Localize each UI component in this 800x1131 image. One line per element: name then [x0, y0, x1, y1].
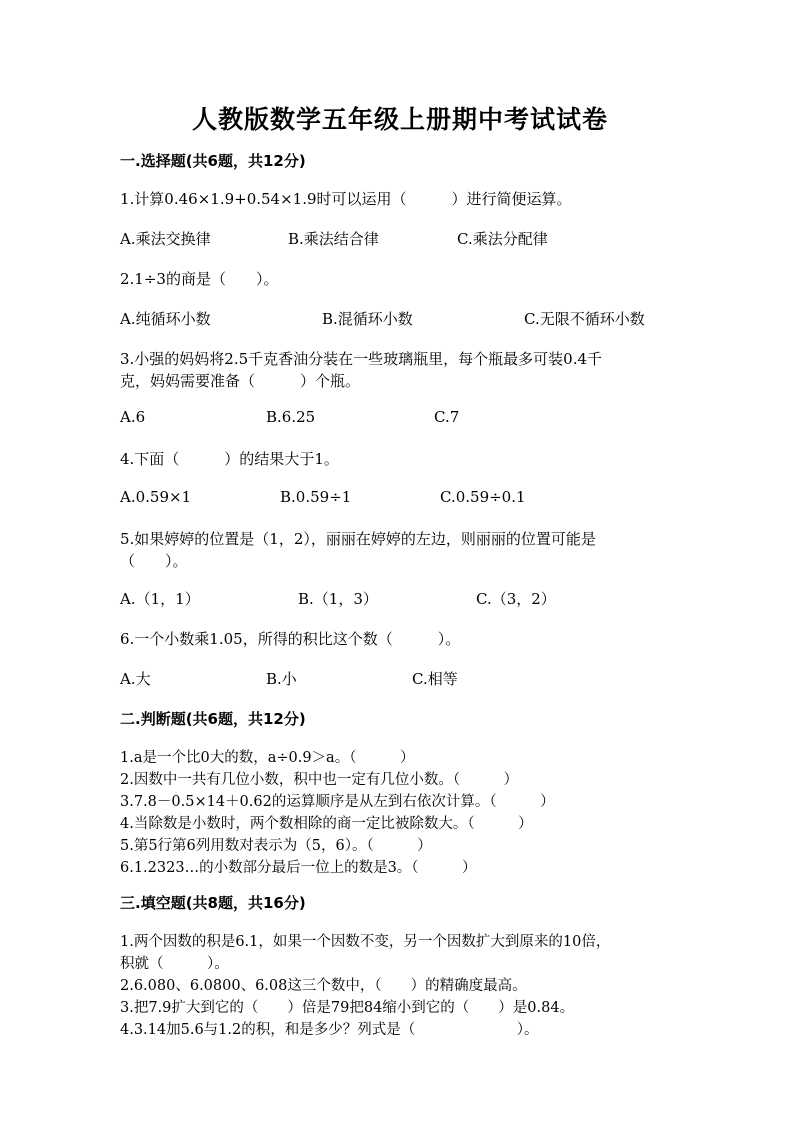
fill-item: 1.两个因数的积是6.1，如果一个因数不变，另一个因数扩大到原来的10倍，: [120, 934, 611, 950]
judgment-item: 4.当除数是小数时，两个数相除的商一定比被除数大。（ ）: [120, 816, 533, 832]
option-b: B.混循环小数: [322, 310, 413, 328]
option-b: B.（1，3）: [298, 590, 378, 608]
option-row: [120, 588, 720, 610]
option-c: C.0.59÷0.1: [440, 488, 526, 506]
option-a: A.大: [120, 670, 151, 688]
question-text: 2.1÷3的商是（ ）。: [120, 270, 279, 288]
option-row: [120, 228, 720, 250]
option-c: C.7: [434, 408, 460, 426]
question-text-continued: （ ）。: [120, 552, 188, 570]
option-a: A.（1，1）: [120, 590, 200, 608]
question-text: 5.如果婷婷的位置是（1，2），丽丽在婷婷的左边，则丽丽的位置可能是: [120, 530, 596, 548]
option-a: A.0.59×1: [120, 488, 192, 506]
option-c: C.乘法分配律: [457, 230, 548, 248]
section-heading-judgment: 二.判断题(共6题，共12分): [120, 710, 306, 728]
option-b: B.6.25: [266, 408, 316, 426]
section-heading-choice: 一.选择题(共6题，共12分): [120, 152, 306, 170]
judgment-item: 6.1.2323…的小数部分最后一位上的数是3。（ ）: [120, 860, 477, 876]
judgment-item: 3.7.8－0.5×14＋0.62的运算顺序是从左到右依次计算。（ ）: [120, 794, 555, 810]
section-heading-fill: 三.填空题(共8题，共16分): [120, 894, 306, 912]
option-b: B.0.59÷1: [280, 488, 352, 506]
option-a: A.纯循环小数: [120, 310, 211, 328]
page-title: 人教版数学五年级上册期中考试试卷: [191, 105, 608, 134]
fill-item: 4.3.14加5.6与1.2的积，和是多少？列式是（ ）。: [120, 1022, 539, 1038]
question-text: 3.小强的妈妈将2.5千克香油分装在一些玻璃瓶里，每个瓶最多可装0.4千: [120, 350, 603, 368]
option-row: [120, 668, 720, 690]
option-row: [120, 308, 720, 330]
option-b: B.小: [266, 670, 297, 688]
option-c: C.（3，2）: [476, 590, 556, 608]
question-text: 4.下面（ ）的结果大于1。: [120, 450, 339, 468]
judgment-item: 1.a是一个比0大的数，a÷0.9＞a。（ ）: [120, 750, 415, 766]
option-a: A.乘法交换律: [120, 230, 211, 248]
option-a: A.6: [120, 408, 146, 426]
question-text: 1.计算0.46×1.9+0.54×1.9时可以运用（ ）进行简便运算。: [120, 190, 572, 208]
question-text-continued: 克，妈妈需要准备（ ）个瓶。: [120, 372, 361, 390]
option-row: [120, 488, 720, 510]
option-row: [120, 408, 720, 430]
fill-item: 3.把7.9扩大到它的（ ）倍是79把84缩小到它的（ ）是0.84。: [120, 1000, 575, 1016]
fill-item-continued: 积就（ ）。: [120, 956, 229, 972]
option-b: B.乘法结合律: [288, 230, 379, 248]
option-c: C.相等: [412, 670, 458, 688]
judgment-item: 2.因数中一共有几位小数，积中也一定有几位小数。（ ）: [120, 772, 519, 788]
question-text: 6.一个小数乘1.05，所得的积比这个数（ ）。: [120, 630, 461, 648]
judgment-item: 5.第5行第6列用数对表示为（5，6）。（ ）: [120, 838, 432, 854]
fill-item: 2.6.080、6.0800、6.08这三个数中，（ ）的精确度最高。: [120, 978, 527, 994]
option-c: C.无限不循环小数: [524, 310, 645, 328]
